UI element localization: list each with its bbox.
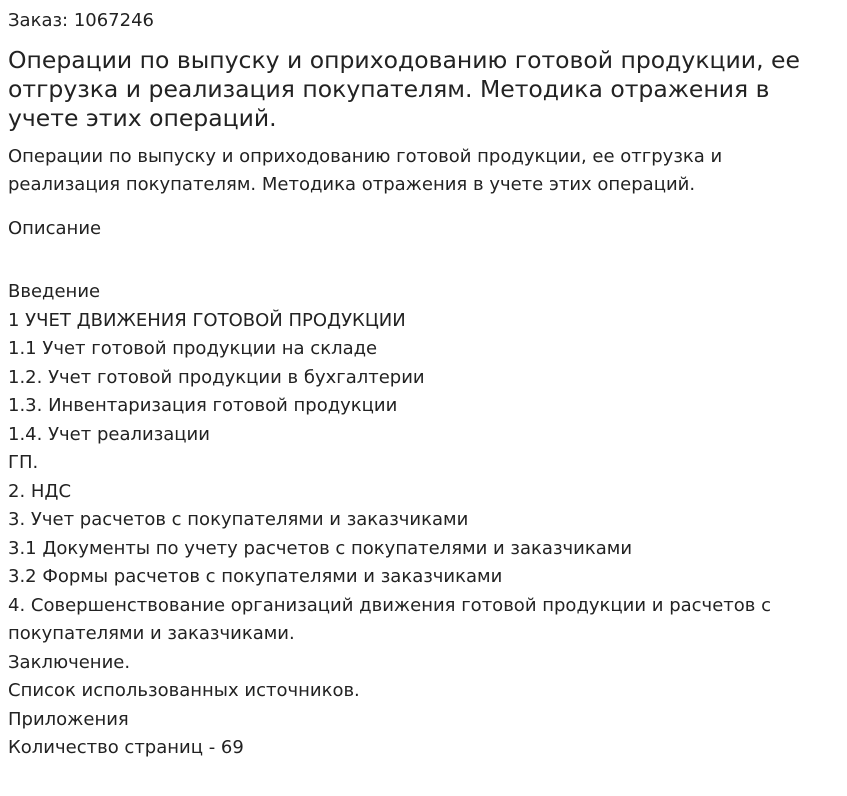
toc-item: Список использованных источников. <box>8 680 360 701</box>
page-subtitle: Операции по выпуску и оприходованию готовой продукции, ее отгрузка и реализация покупателям. Методика отражения в учете этих операций. <box>8 146 723 195</box>
description-label: Описание <box>8 218 102 239</box>
toc-item: 3.1 Документы по учету расчетов с покупателями и заказчиками <box>8 537 633 559</box>
toc-item: 3. Учет расчетов с покупателями и заказчиками <box>8 509 469 530</box>
toc-item: 2. НДС <box>8 480 72 502</box>
toc-item: ГП. <box>8 452 39 473</box>
toc-item: Заключение. <box>8 651 131 673</box>
toc-item: 1 УЧЕТ ДВИЖЕНИЯ ГОТОВОЙ ПРОДУКЦИИ <box>8 309 406 331</box>
toc-item: 1.4. Учет реализации <box>8 423 210 445</box>
table-of-contents <box>8 278 838 763</box>
toc-item: 3.2 Формы расчетов с покупателями и заказчиками <box>8 566 503 587</box>
order-number: Заказ: 1067246 <box>8 10 154 31</box>
toc-item: 4. Совершенствование организаций движения готовой продукции и расчетов с покупателями и заказчиками. <box>8 594 771 644</box>
toc-item: Введение <box>8 281 101 302</box>
toc-item: Приложения <box>8 708 129 730</box>
toc-item: 1.3. Инвентаризация готовой продукции <box>8 395 398 416</box>
page-title: Операции по выпуску и оприходованию готовой продукции, ее отгрузка и реализация покупателям. Методика отражения в учете этих операций. <box>8 46 800 132</box>
toc-item: 1.1 Учет готовой продукции на складе <box>8 338 378 359</box>
toc-item: Количество страниц - 69 <box>8 737 244 758</box>
toc-item: 1.2. Учет готовой продукции в бухгалтерии <box>8 366 425 388</box>
